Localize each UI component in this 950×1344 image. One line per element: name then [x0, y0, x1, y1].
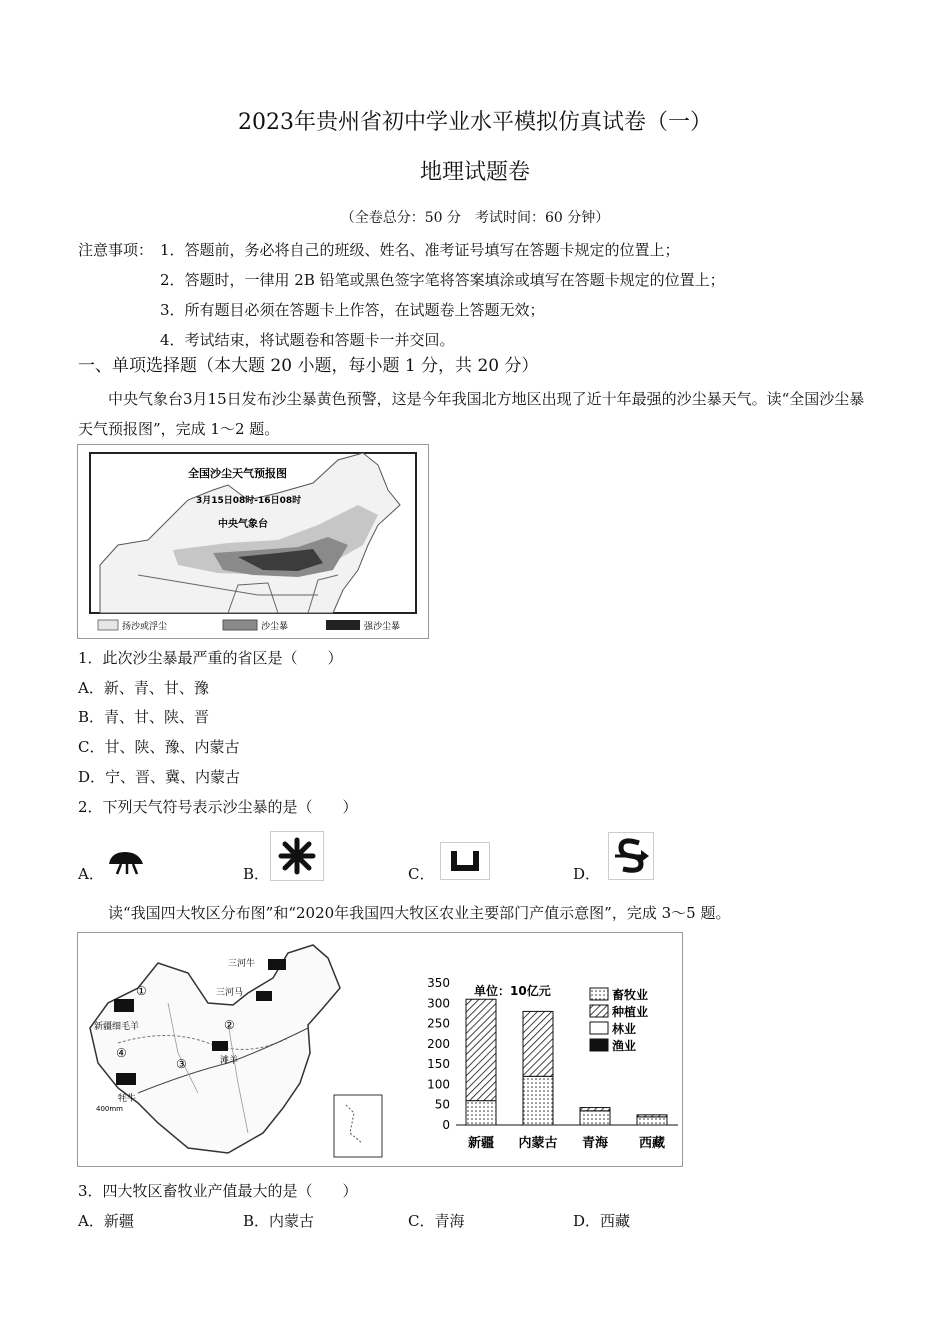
notice-label: 注意事项： [78, 241, 154, 259]
label-region-2: ② [224, 1018, 235, 1032]
weather-symbol-c-icon [440, 842, 490, 880]
label-tan-sheep: 滩羊 [220, 1056, 239, 1066]
legend-swatch [590, 1039, 608, 1051]
legend-swatch [590, 988, 608, 1000]
q2-stem: 2．下列天气符号表示沙尘暴的是（ ） [78, 798, 358, 816]
q3-option-c: C．青海 [408, 1212, 465, 1230]
bar-segment [580, 1108, 610, 1111]
q3-option-a: A．新疆 [78, 1212, 134, 1230]
legend-label: 种植业 [612, 1005, 649, 1019]
q3-stem: 3．四大牧区畜牧业产值最大的是（ ） [78, 1182, 358, 1200]
q2-letter-d: D． [573, 865, 601, 883]
y-tick-label: 150 [427, 1057, 450, 1072]
legend-swatch [590, 1022, 608, 1034]
exam-meta: （全卷总分：50 分 考试时间：60 分钟） [340, 210, 610, 226]
south-sea-inset [334, 1095, 382, 1157]
map1-time: 3月15日08时-16日08时 [196, 496, 302, 506]
bar-segment [466, 999, 496, 1100]
q2-letter-a: A． [78, 865, 104, 883]
legend-label: 林业 [612, 1022, 637, 1036]
yak-icon [116, 1073, 136, 1085]
notice-item: 3．所有题目必须在答题卡上作答，在试题卷上答题无效； [160, 301, 545, 319]
y-tick-label: 0 [442, 1118, 450, 1132]
bar-segment [637, 1117, 667, 1125]
sandstorm-forecast-map [77, 444, 429, 639]
legend-swatch-sandstorm [223, 620, 257, 630]
label-yak: 牦牛 [118, 1094, 137, 1104]
chart-title: 单位：10亿元 [474, 984, 551, 998]
label-region-4: ④ [116, 1046, 127, 1060]
notice-item: 4．考试结束，将试题卷和答题卡一并交回。 [160, 331, 455, 349]
q1-option-c: C．甘、陕、豫、内蒙古 [78, 738, 240, 756]
q1-option-b: B．青、甘、陕、晋 [78, 708, 210, 726]
y-tick-label: 250 [427, 1016, 450, 1031]
q2-letter-b: B． [243, 865, 270, 883]
notice-item: 2．答题时，一律用 2B 铅笔或黑色签字笔将答案填涂或填写在答题卡规定的位置上； [160, 271, 725, 289]
q1-option-d: D．宁、晋、冀、内蒙古 [78, 768, 241, 786]
legend-label-strong: 强沙尘暴 [364, 622, 401, 632]
map1-source: 中央气象台 [218, 519, 268, 530]
q3-option-d: D．西藏 [573, 1212, 631, 1230]
q3-option-b: B．内蒙古 [243, 1212, 315, 1230]
y-tick-label: 300 [427, 996, 450, 1011]
label-sanhe-horse: 三河马 [216, 988, 244, 998]
bar-segment [523, 1076, 553, 1125]
y-tick-label: 100 [427, 1077, 450, 1092]
label-xinjiang-sheep: 新疆细毛羊 [94, 1022, 140, 1032]
label-region-3: ③ [176, 1057, 187, 1071]
legend-swatch [590, 1005, 608, 1017]
exam-title: 2023年贵州省初中学业水平模拟仿真试卷（一） [238, 110, 712, 135]
legend-label: 畜牧业 [612, 988, 649, 1002]
weather-symbol-a-icon [103, 846, 149, 878]
output-value-bar-chart [427, 976, 678, 1151]
sheep-icon [114, 999, 134, 1012]
q2-letter-c: C． [408, 865, 435, 883]
pastoral-figure [77, 932, 683, 1167]
sheep-icon [212, 1041, 228, 1051]
passage-1: 中央气象台3月15日发布沙尘暴黄色预警，这是今年我国北方地区出现了近十年最强的沙尘暴天气。读“全国沙尘暴天气预报图”，完成 1～2 题。 [78, 390, 865, 438]
legend-label-dust: 扬沙或浮尘 [122, 622, 168, 632]
y-tick-label: 350 [427, 976, 450, 990]
legend-swatch-dust [98, 620, 118, 630]
y-tick-label: 50 [434, 1097, 450, 1112]
exam-subtitle: 地理试题卷 [419, 160, 530, 185]
cattle-icon [268, 959, 286, 970]
legend-label: 渔业 [612, 1039, 637, 1053]
bar-segment [580, 1111, 610, 1125]
passage-2: 读“我国四大牧区分布图”和“2020年我国四大牧区农业主要部门产值示意图”，完成 3～5 题。 [108, 904, 731, 922]
category-label: 内蒙古 [518, 1136, 558, 1151]
label-isohyet: 400mm [96, 1105, 123, 1113]
y-tick-label: 200 [427, 1036, 450, 1051]
legend-label-sandstorm: 沙尘暴 [261, 622, 289, 632]
category-label: 新疆 [467, 1136, 495, 1151]
q1-stem: 1．此次沙尘暴最严重的省区是（ ） [78, 649, 343, 667]
bar-segment [466, 1101, 496, 1125]
notice-item: 1．答题前，务必将自己的班级、姓名、准考证号填写在答题卡规定的位置上； [160, 241, 680, 259]
map1-title: 全国沙尘天气预报图 [188, 467, 287, 480]
label-sanhe-cattle: 三河牛 [228, 959, 256, 969]
legend-swatch-strong [326, 620, 360, 630]
weather-symbol-b-icon [270, 831, 324, 881]
label-region-1: ① [136, 984, 147, 998]
category-label: 西藏 [638, 1136, 666, 1151]
section-heading: 一、单项选择题（本大题 20 小题，每小题 1 分，共 20 分） [78, 356, 539, 376]
bar-segment [523, 1011, 553, 1076]
bar-segment [637, 1115, 667, 1117]
horse-icon [256, 991, 272, 1001]
q1-option-a: A．新、青、甘、豫 [78, 679, 209, 697]
weather-symbol-d-icon [608, 832, 654, 880]
category-label: 青海 [581, 1136, 609, 1151]
